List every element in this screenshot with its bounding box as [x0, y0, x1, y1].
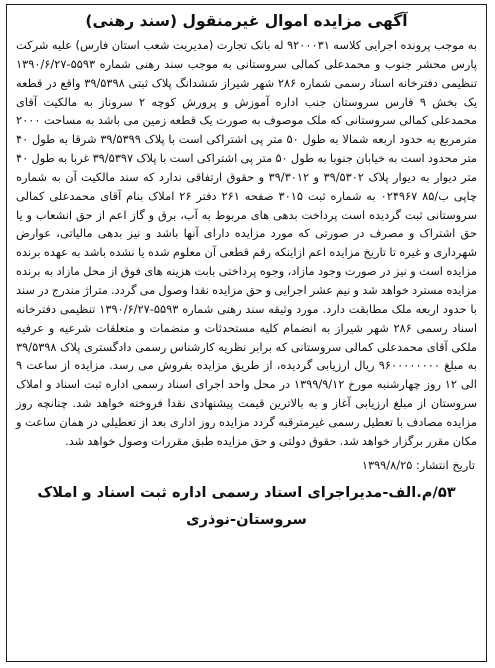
signature-line-2: سروستان-نوذری	[186, 510, 307, 528]
publication-date: تاریخ انتشار: ۱۳۹۹/۸/۲۵	[361, 457, 475, 472]
signature-line-1: ۵۳/م.الف-مدیراجرای اسناد رسمی اداره ثبت اسناد و املاک	[37, 483, 456, 501]
notice-title: آگهی مزایده اموال غیرمنقول (سند رهنی)	[85, 12, 408, 30]
auction-notice	[6, 4, 487, 662]
signature-block	[16, 479, 477, 533]
notice-body: به موجب پرونده اجرایی کلاسه ۹۲۰۰۰۳۱ له بانک تجارت (مدیریت شعب استان فارس) علیه شرکت پارس محشر جنوب و محمدعلی کمالی سروستانی به موجب سند رهنی شماره ۵۵۹۳-۱۳۹۰/۶/۲۷ تنظیمی دفترخانه اسناد رسمی شماره ۲۸۶ شهر شیراز ششدانگ پلاک ثبتی ۳۹/۵۳۹۸ واقع در قطعه یک بخش ۹ فارس سروستان جنب اداره آموزش و پرورش کوچه ۲ سروناز به مالکیت آقای محمدعلی کمالی سروستانی که ملک موصوف به صورت یک قطعه زمین می باشد به مساحت ۲۰۰۰ مترمربع به حدود اربعه شمالا به طول ۵۰ متر پی اشتراکی است با پلاک ۳۹/۵۳۹۹ شرقا به طول ۴۰ متر محدود است به خیابان جنوبا به طول ۵۰ متر پی اشتراکی است با پلاک ۳۹/۵۳۹۷ غربا به طول ۴۰ متر دیوار به دیوار پلاک ۳۹/۵۳۰۲ و ۳۹/۳۰۱۲ و حقوق ارتفاقی ندارد که سند مالکیت آن به شماره چاپی ب/۸۵ ۰۲۴۹۶۷ به شماره ثبت ۳۰۱۵ صفحه ۲۶۱ دفتر ۲۶ املاک بنام آقای محمدعلی کمالی سروستانی ثبت گردیده است پرداخت بدهی های مربوط به آب، برق و گاز اعم از حق انشعاب و یا حق اشتراک و مصرف در صورتی که مورد مزایده دارای آنها باشد و نیز بدهی مالیاتی، عوارض شهرداری و غیره تا تاریخ مزایده اعم ازاینکه رقم قطعی آن معلوم شده یا نشده باشد به عهده برنده مزایده است و نیز در صورت وجود مازاد، وجوه پرداختی بابت هزینه های فوق از محل مازاد به برنده مزایده مسترد خواهد شد و نیم عشر اجرایی و حق مزایده نقدا وصول می گردد. متراژ مندرج در سند با حدود اربعه ملک مطابقت دارد. مورد وثیقه سند رهنی شماره ۵۵۹۳-۱۳۹۰/۶/۲۷ تنظیمی دفترخانه اسناد رسمی ۲۸۶ شهر شیراز به انضمام کلیه مستحدثات و منضمات و متعلقات شرعیه و عرفیه ملکی آقای محمدعلی کمالی سروستانی که برابر نظریه کارشناس رسمی دادگستری پلاک ۳۹/۵۳۹۸ به مبلغ ۹۶۰۰۰۰۰۰۰۰ ریال ارزیابی گردیده، از طریق مزایده بفروش می رسد. مزایده از ساعت ۹ الی ۱۲ روز چهارشنبه مورخ ۱۳۹۹/۹/۱۲ در محل واحد اجرای اسناد رسمی اداره ثبت اسناد و املاک سروستان از مبلغ ارزیابی آغاز و به بالاترین قیمت پیشنهادی نقدا فروخته خواهد شد. چنانچه روز مزایده مصادف با تعطیل رسمی غیرمترقبه گردد مزایده روز اداری بعد از تعطیلی در همان ساعت و مکان مقرر برگزار خواهد شد. حقوق دولتی و حق مزایده طبق مقررات وصول خواهد شد.	[16, 38, 478, 448]
